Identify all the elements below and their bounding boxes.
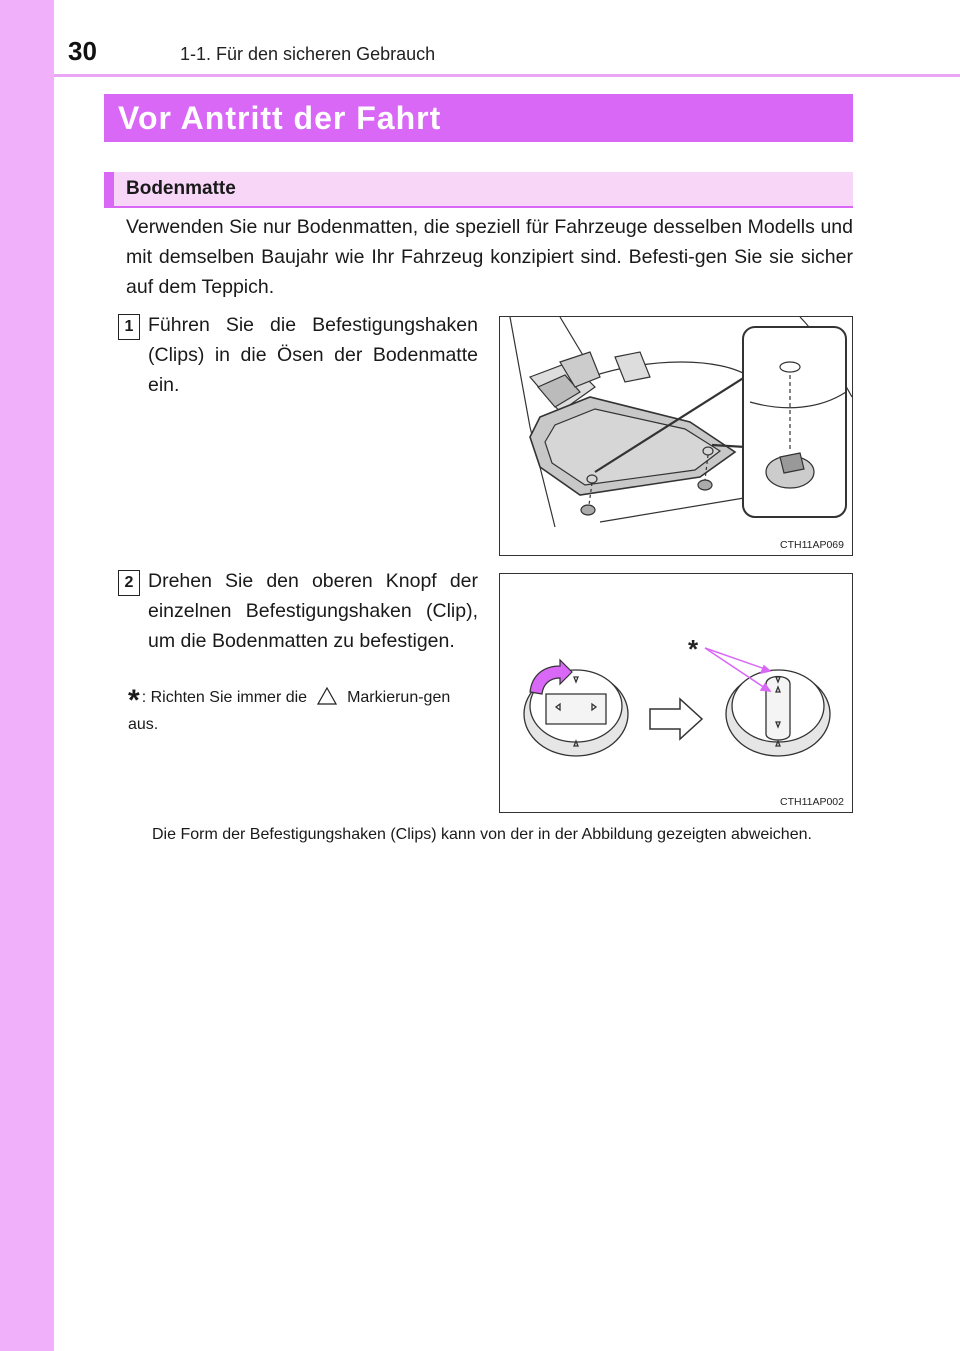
marking-note <box>128 686 478 737</box>
subsection-bar <box>104 172 853 208</box>
figure-asterisk: * <box>688 634 699 664</box>
page-number: 30 <box>68 36 97 66</box>
floor-mat-illustration <box>500 317 852 555</box>
subsection-title: Bodenmatte <box>126 178 236 199</box>
section-title-bar <box>104 94 853 142</box>
subsection-accent <box>104 172 114 206</box>
side-tab <box>0 0 54 1351</box>
footnote-text: Die Form der Befestigungshaken (Clips) kann von der in der Abbildung gezeigten abweichen. <box>152 826 812 843</box>
chapter-title: 1-1. Für den sicheren Gebrauch <box>180 44 436 64</box>
section-title: Vor Antritt der Fahrt <box>118 100 442 136</box>
step-badge-1: 1 <box>118 314 140 340</box>
figure-code-1: CTH11AP069 <box>779 539 844 551</box>
intro-paragraph: Verwenden Sie nur Bodenmatten, die speziell für Fahrzeuge desselben Modells und mit demselben Baujahr wie Ihr Fahrzeug konzipiert sind. Befesti-gen Sie sie sicher auf dem Teppich. <box>126 216 853 298</box>
figure-floor-mat <box>499 316 853 556</box>
note-asterisk: * <box>128 684 140 717</box>
triangle-mark-icon <box>317 687 337 705</box>
clip-rotation-illustration <box>500 574 852 812</box>
step-1-text: Führen Sie die Befestigungshaken (Clips) in die Ösen der Bodenmatte ein. <box>148 314 478 396</box>
step-badge-2: 2 <box>118 570 140 596</box>
figure-clip-rotation <box>499 573 853 813</box>
figure-code-2: CTH11AP002 <box>779 796 844 808</box>
note-text-after: Markierun-gen aus. <box>128 689 451 733</box>
step-2-text: Drehen Sie den oberen Knopf der einzelnen Befestigungshaken (Clip), um die Bodenmatten zu befestigen. <box>148 570 478 652</box>
note-text-before: : Richten Sie immer die <box>141 689 308 706</box>
header-divider <box>54 74 960 77</box>
